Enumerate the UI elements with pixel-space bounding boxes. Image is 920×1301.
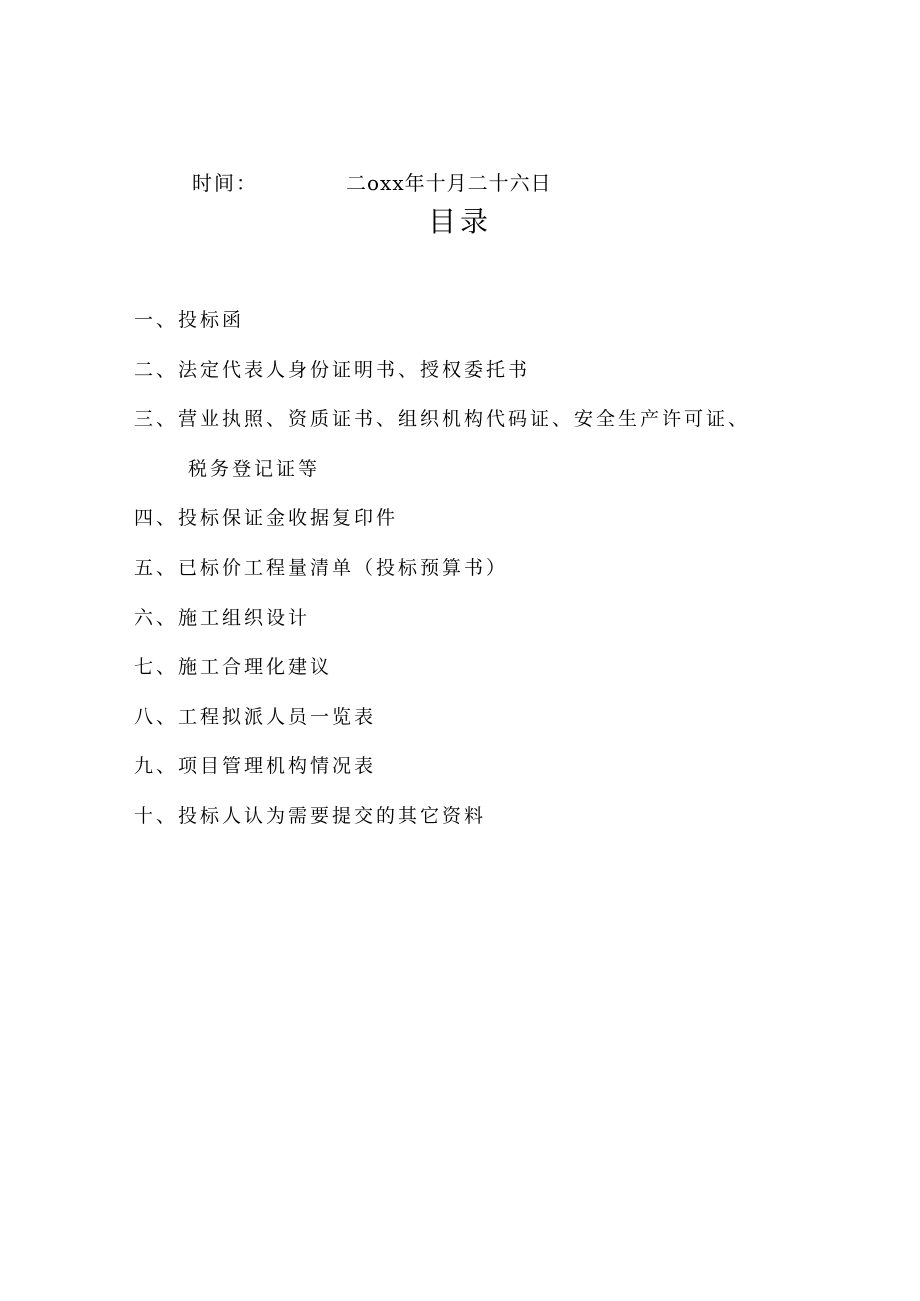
toc-item-5: [134, 553, 874, 583]
toc-item-text: 十、投标人认为需要提交的其它资料: [134, 804, 487, 827]
toc-item-10: [134, 801, 874, 831]
toc-list: [134, 305, 874, 851]
toc-item-text: 六、施工组织设计: [134, 606, 311, 629]
date-label: 时间：: [192, 171, 258, 195]
toc-item-text: 四、投标保证金收据复印件: [134, 507, 399, 530]
toc-item-3: [134, 404, 874, 484]
toc-item-9: [134, 751, 874, 781]
toc-item-text: 二、法定代表人身份证明书、授权委托书: [134, 358, 531, 381]
date-value: 二oxx年十月二十六日: [346, 171, 552, 195]
toc-item-text: 八、工程拟派人员一览表: [134, 705, 377, 728]
toc-item-text: 一、投标函: [134, 309, 245, 331]
toc-item-text: 九、项目管理机构情况表: [134, 755, 377, 778]
toc-item-2: [134, 355, 874, 385]
toc-item-8: [134, 702, 874, 732]
date-line: [0, 167, 920, 197]
toc-item-1: [134, 305, 874, 335]
toc-item-text: 七、施工合理化建议: [134, 656, 333, 679]
toc-item-4: [134, 503, 874, 533]
toc-item-text: 五、已标价工程量清单（投标预算书）: [134, 556, 509, 579]
toc-item-continuation: 税务登记证等: [188, 457, 321, 480]
toc-title: 目录: [427, 205, 492, 238]
toc-item-text: 三、营业执照、资质证书、组织机构代码证、安全生产许可证、: [134, 408, 751, 431]
toc-item-6: [134, 603, 874, 633]
toc-item-7: [134, 652, 874, 682]
